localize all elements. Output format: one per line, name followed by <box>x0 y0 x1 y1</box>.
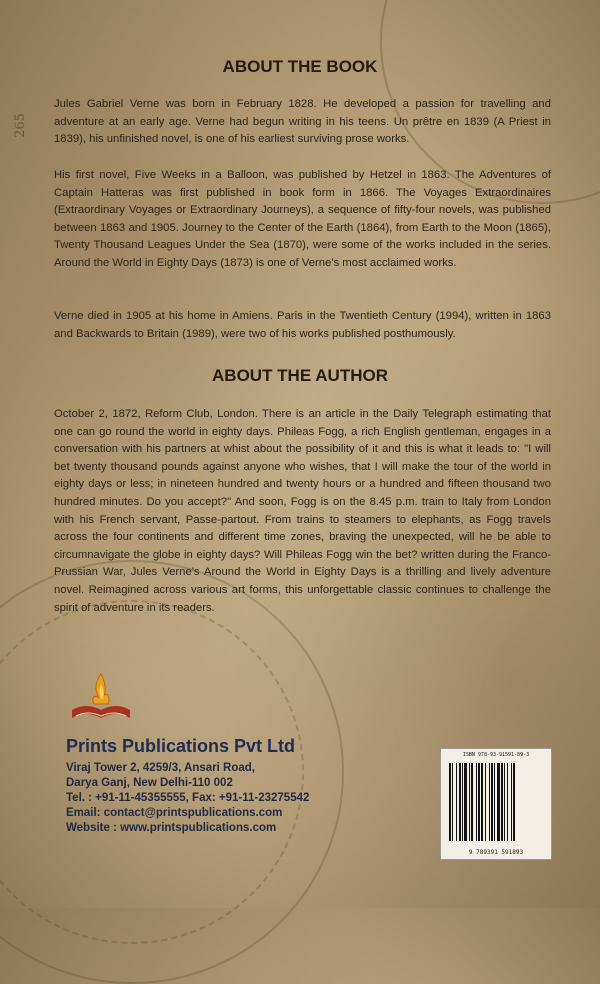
about-book-paragraph-2: His first novel, Five Weeks in a Balloon, was published by Hetzel in 1863. The Adventures of Captain Hatteras was first published in book form in 1866. The Voyages Extraordinaires (Extraordinary Voyages or Extraordinary Journeys), a sequence of fifty-four novels, was published between 1863 and 1905. Journey to the Center of the Earth (1864), from Earth to the Moon (1865), Twenty Thousand Leagues Under the Sea (1870), were some of the works included in the series. Around the World in Eighty Days (1873) is one of Verne's most acclaimed works. <box>54 169 551 269</box>
isbn-barcode <box>440 748 552 860</box>
map-margin-number: 265 <box>12 113 28 138</box>
about-book-paragraph-3: Verne died in 1905 at his home in Amiens. Paris in the Twentieth Century (1994), written in 1863 and Backwards to Britain (1989), were two of his works published posthumously. <box>54 310 551 340</box>
publisher-name: Prints Publications Pvt Ltd <box>66 736 296 756</box>
barcode-digits: 9 789391 591893 <box>468 849 524 856</box>
about-author-heading: ABOUT THE AUTHOR <box>212 366 388 385</box>
barcode-bars-icon <box>449 763 543 843</box>
about-book-paragraph-1: Jules Gabriel Verne was born in February 1828. He developed a passion for travelling and adventure at an early age. Verne had begun writing in his teens. Un prêtre en 1839 (A Priest in 1839), his unfinished novel, is one of his earliest surviving prose works. <box>54 98 551 146</box>
about-author-paragraph: October 2, 1872, Reform Club, London. There is an article in the Daily Telegraph estimating that one can go round the world in eighty days. Phileas Fogg, a rich English gentleman, engages in a conversation with his partners at whist about the possibility of it and this is what it leads to: "I will bet twenty thousand pounds against anyone who wishes, that I will make the tour of the world in eighty days or less; in nineteen hundred and twenty hours or a hundred and fifteen thousand two hundred minutes. Do you accept?" And soon, Fogg is on the 8.45 p.m. train to Italy from London with his French servant, Passe-partout. From trains to steamers to elephants, as Fogg travels across the four continents and different time zones, braving the unexpected, will he be able to circumnavigate the globe in eighty days? Will Phileas Fogg win the bet? written during the Franco-Prussian War, Jules Verne's Around the World in Eighty Days is a thrilling and lively adventure novel. Reimagined across various art forms, this unforgettable classic continues to challenge the spirit of adventure in its readers. <box>54 408 551 614</box>
flame-book-icon <box>66 670 136 730</box>
publisher-logo <box>66 670 136 730</box>
publisher-address-line-1: Viraj Tower 2, 4259/3, Ansari Road, <box>66 762 255 774</box>
publisher-website: Website : www.printspublications.com <box>66 822 277 834</box>
isbn-label: ISBN 978-93-91591-89-3 <box>462 752 530 758</box>
about-book-heading: ABOUT THE BOOK <box>222 57 378 76</box>
publisher-email: Email: contact@printspublications.com <box>66 807 283 819</box>
publisher-phone: Tel. : +91-11-45355555, Fax: +91-11-23275542 <box>66 792 310 804</box>
publisher-address-line-2: Darya Ganj, New Delhi-110 002 <box>66 777 233 789</box>
